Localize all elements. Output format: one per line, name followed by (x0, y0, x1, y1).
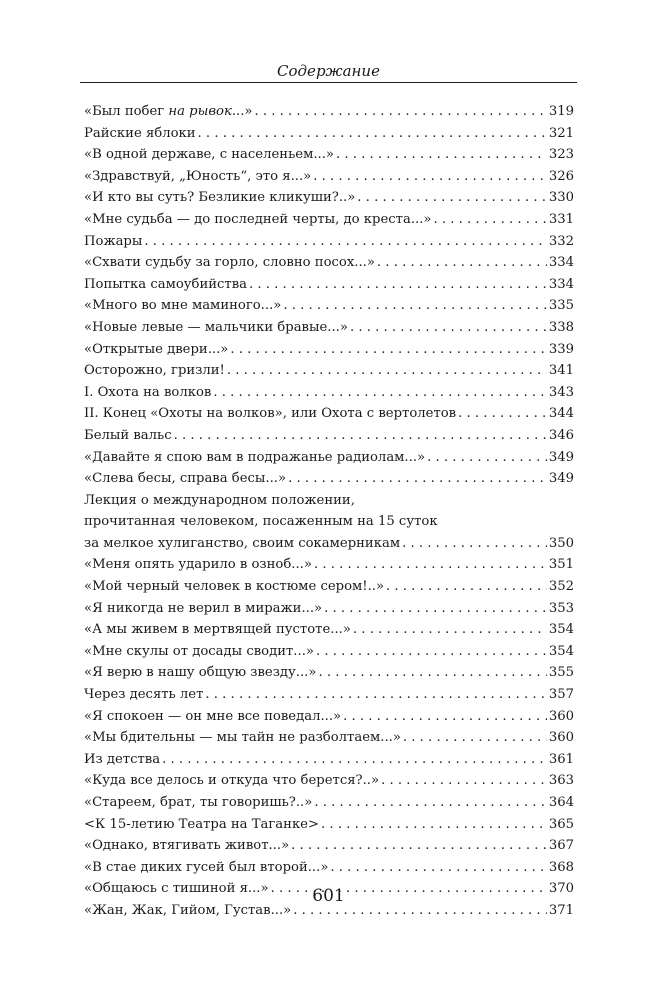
dot-leader (402, 533, 547, 555)
table-of-contents (84, 101, 574, 922)
toc-entry (84, 598, 574, 620)
toc-entry-title: «А мы живем в мертвящей пустоте...» (84, 622, 351, 638)
toc-entry (84, 295, 574, 317)
toc-entry-title: «Мне скулы от досады сводит...» (84, 643, 314, 659)
toc-entry (84, 490, 574, 555)
toc-entry-page: 346 (548, 427, 574, 443)
toc-entry-title: «Однако, втягивать живот...» (84, 838, 290, 854)
toc-entry (84, 662, 574, 684)
toc-entry-page: 321 (548, 125, 574, 141)
toc-entry (84, 857, 574, 879)
dot-leader (314, 792, 547, 814)
toc-entry-title: <К 15-летию Театра на Таганке> (84, 816, 320, 832)
toc-entry-page: 334 (548, 276, 574, 292)
toc-entry-title: «И кто вы суть? Безликие кликуши?..» (84, 190, 356, 206)
toc-entry-page: 370 (548, 881, 574, 897)
toc-entry (84, 339, 574, 361)
page-number: 601 (312, 886, 345, 906)
toc-entry-title-line: прочитанная человеком, посаженным на 15 суток (84, 514, 438, 530)
toc-entry-title: «Жан, Жак, Гийом, Густав...» (84, 902, 292, 918)
toc-entry (84, 101, 574, 123)
toc-entry (84, 144, 574, 166)
toc-entry (84, 554, 574, 576)
dot-leader (283, 295, 546, 317)
toc-entry-page: 355 (548, 665, 574, 681)
toc-entry-page: 365 (548, 816, 574, 832)
toc-entry-title: Райские яблоки (84, 125, 196, 141)
toc-entry-page: 361 (548, 751, 574, 767)
toc-entry (84, 166, 574, 188)
dot-leader (314, 554, 547, 576)
dot-leader (313, 166, 547, 188)
dot-leader (205, 684, 546, 706)
dot-leader (377, 252, 547, 274)
header-rule (80, 82, 577, 83)
dot-leader (316, 641, 547, 663)
dot-leader (403, 727, 547, 749)
toc-entry-page: 319 (548, 104, 574, 119)
toc-entry (84, 447, 574, 469)
toc-entry (84, 403, 574, 425)
toc-entry-page: 350 (548, 535, 574, 551)
dot-leader (249, 274, 547, 296)
toc-entry-page: 334 (548, 255, 574, 271)
dot-leader (162, 749, 547, 771)
dot-leader (386, 576, 547, 598)
toc-entry-title: Через десять лет (84, 687, 204, 703)
toc-entry (84, 619, 574, 641)
dot-leader (254, 101, 546, 123)
dot-leader (357, 187, 547, 209)
dot-leader (330, 857, 546, 879)
toc-entry (84, 641, 574, 663)
toc-entry-title: «В стае диких гусей был второй...» (84, 859, 329, 875)
dot-leader (291, 835, 547, 857)
toc-entry-title-part: «Был побег (84, 104, 169, 119)
toc-entry-page: 332 (548, 233, 574, 249)
toc-entry-title: «Я верю в нашу общую звезду...» (84, 665, 317, 681)
toc-entry-page: 371 (548, 902, 574, 918)
toc-entry-page: 335 (548, 298, 574, 314)
toc-entry-title: Белый вальс (84, 427, 172, 443)
toc-entry-page: 338 (548, 319, 574, 335)
dot-leader (174, 425, 547, 447)
toc-entry-page: 344 (548, 406, 574, 422)
toc-entry-page: 349 (548, 449, 574, 465)
toc-entry (84, 835, 574, 857)
toc-entry-last-line (84, 533, 574, 555)
toc-entry-page: 368 (548, 859, 574, 875)
toc-entry-page: 331 (548, 211, 574, 227)
toc-entry (84, 382, 574, 404)
dot-leader (230, 339, 546, 361)
dot-leader (336, 144, 547, 166)
toc-entry-title: «Куда все делось и откуда что берется?..» (84, 773, 380, 789)
dot-leader (343, 706, 547, 728)
toc-entry (84, 317, 574, 339)
dot-leader (144, 231, 546, 253)
toc-entry-title: «Мой черный человек в костюме сером!..» (84, 579, 385, 595)
toc-entry (84, 231, 574, 253)
toc-entry (84, 770, 574, 792)
dot-leader (227, 360, 547, 382)
toc-entry-title: «Открытые двери...» (84, 341, 229, 357)
toc-entry-page: 349 (548, 471, 574, 487)
toc-entry-page: 339 (548, 341, 574, 357)
toc-entry-title: Пожары (84, 233, 143, 249)
toc-entry-page: 341 (548, 363, 574, 379)
toc-entry (84, 749, 574, 771)
toc-entry (84, 576, 574, 598)
toc-entry-page: 360 (548, 730, 574, 746)
toc-entry-page: 343 (548, 384, 574, 400)
toc-entry-title: «В одной державе, с населеньем...» (84, 147, 334, 163)
dot-leader (324, 598, 547, 620)
toc-entry-page: 363 (548, 773, 574, 789)
toc-entry-title: Осторожно, гризли! (84, 363, 225, 379)
toc-entry-title: «Мне судьба — до последней черты, до креста...» (84, 211, 432, 227)
toc-entry (84, 468, 574, 490)
toc-entry-page: 364 (548, 795, 574, 810)
toc-entry-title: I. Охота на волков (84, 384, 212, 400)
dot-leader (213, 382, 547, 404)
dot-leader (353, 619, 547, 641)
toc-entry-page: 330 (548, 190, 574, 206)
running-header: Содержание (277, 62, 380, 80)
toc-entry-page: 367 (548, 838, 574, 854)
toc-entry-title: «Стареем, брат, ты говоришь?..» (84, 795, 313, 810)
toc-entry-page: 352 (548, 579, 574, 595)
dot-leader (381, 770, 547, 792)
toc-entry-title: «Слева бесы, справа бесы...» (84, 471, 287, 487)
toc-entry (84, 123, 574, 145)
toc-entry-title-part: ...» (231, 104, 253, 119)
toc-entry-title: «Я никогда не верил в миражи...» (84, 600, 323, 616)
dot-leader (318, 662, 546, 684)
toc-entry (84, 425, 574, 447)
toc-entry-title: Попытка самоубийства (84, 276, 248, 292)
toc-entry-title: II. Конец «Охоты на волков», или Охота с вертолетов (84, 406, 457, 422)
toc-entry-title: Из детства (84, 751, 161, 767)
toc-entry-title: «Давайте я спою вам в подражанье радиолам...» (84, 449, 426, 465)
toc-entry-title: «Я спокоен — он мне все поведал...» (84, 708, 342, 724)
dot-leader (458, 403, 547, 425)
toc-entry-page: 354 (548, 622, 574, 638)
toc-entry (84, 360, 574, 382)
toc-entry-title: «Общаюсь с тишиной я...» (84, 881, 269, 897)
dot-leader (350, 317, 547, 339)
toc-entry (84, 684, 574, 706)
toc-entry-page: 354 (548, 643, 574, 659)
toc-entry-page: 360 (548, 708, 574, 724)
toc-entry (84, 727, 574, 749)
dot-leader (427, 447, 547, 469)
toc-entry (84, 792, 574, 814)
dot-leader (198, 123, 547, 145)
toc-entry-title: «Новые левые — мальчики бравые...» (84, 319, 348, 335)
toc-entry-page: 323 (548, 147, 574, 163)
toc-entry-page: 351 (548, 557, 574, 573)
toc-entry-page: 353 (548, 600, 574, 616)
toc-entry (84, 706, 574, 728)
toc-entry (84, 209, 574, 231)
toc-entry-title: «Меня опять ударило в озноб...» (84, 557, 312, 573)
toc-entry-title: «Мы бдительны — мы тайн не разболтаем...» (84, 730, 401, 746)
dot-leader (288, 468, 547, 490)
toc-entry-title (84, 101, 252, 123)
toc-entry (84, 252, 574, 274)
toc-entry (84, 274, 574, 296)
dot-leader (434, 209, 547, 231)
toc-entry (84, 814, 574, 836)
toc-entry-title: «Схвати судьбу за горло, словно посох...» (84, 255, 375, 271)
toc-entry-page: 357 (548, 687, 574, 703)
toc-entry-page: 326 (548, 168, 574, 184)
dot-leader (321, 814, 547, 836)
toc-entry-title: «Много во мне маминого...» (84, 298, 282, 314)
toc-entry-title: за мелкое хулиганство, своим сокамерникам (84, 535, 401, 551)
toc-entry-title-line: Лекция о международном положении, (84, 492, 355, 508)
toc-entry-title-part: на рывок (168, 104, 232, 119)
toc-entry (84, 187, 574, 209)
toc-entry-title: «Здравствуй, „Юность“, это я...» (84, 168, 312, 184)
